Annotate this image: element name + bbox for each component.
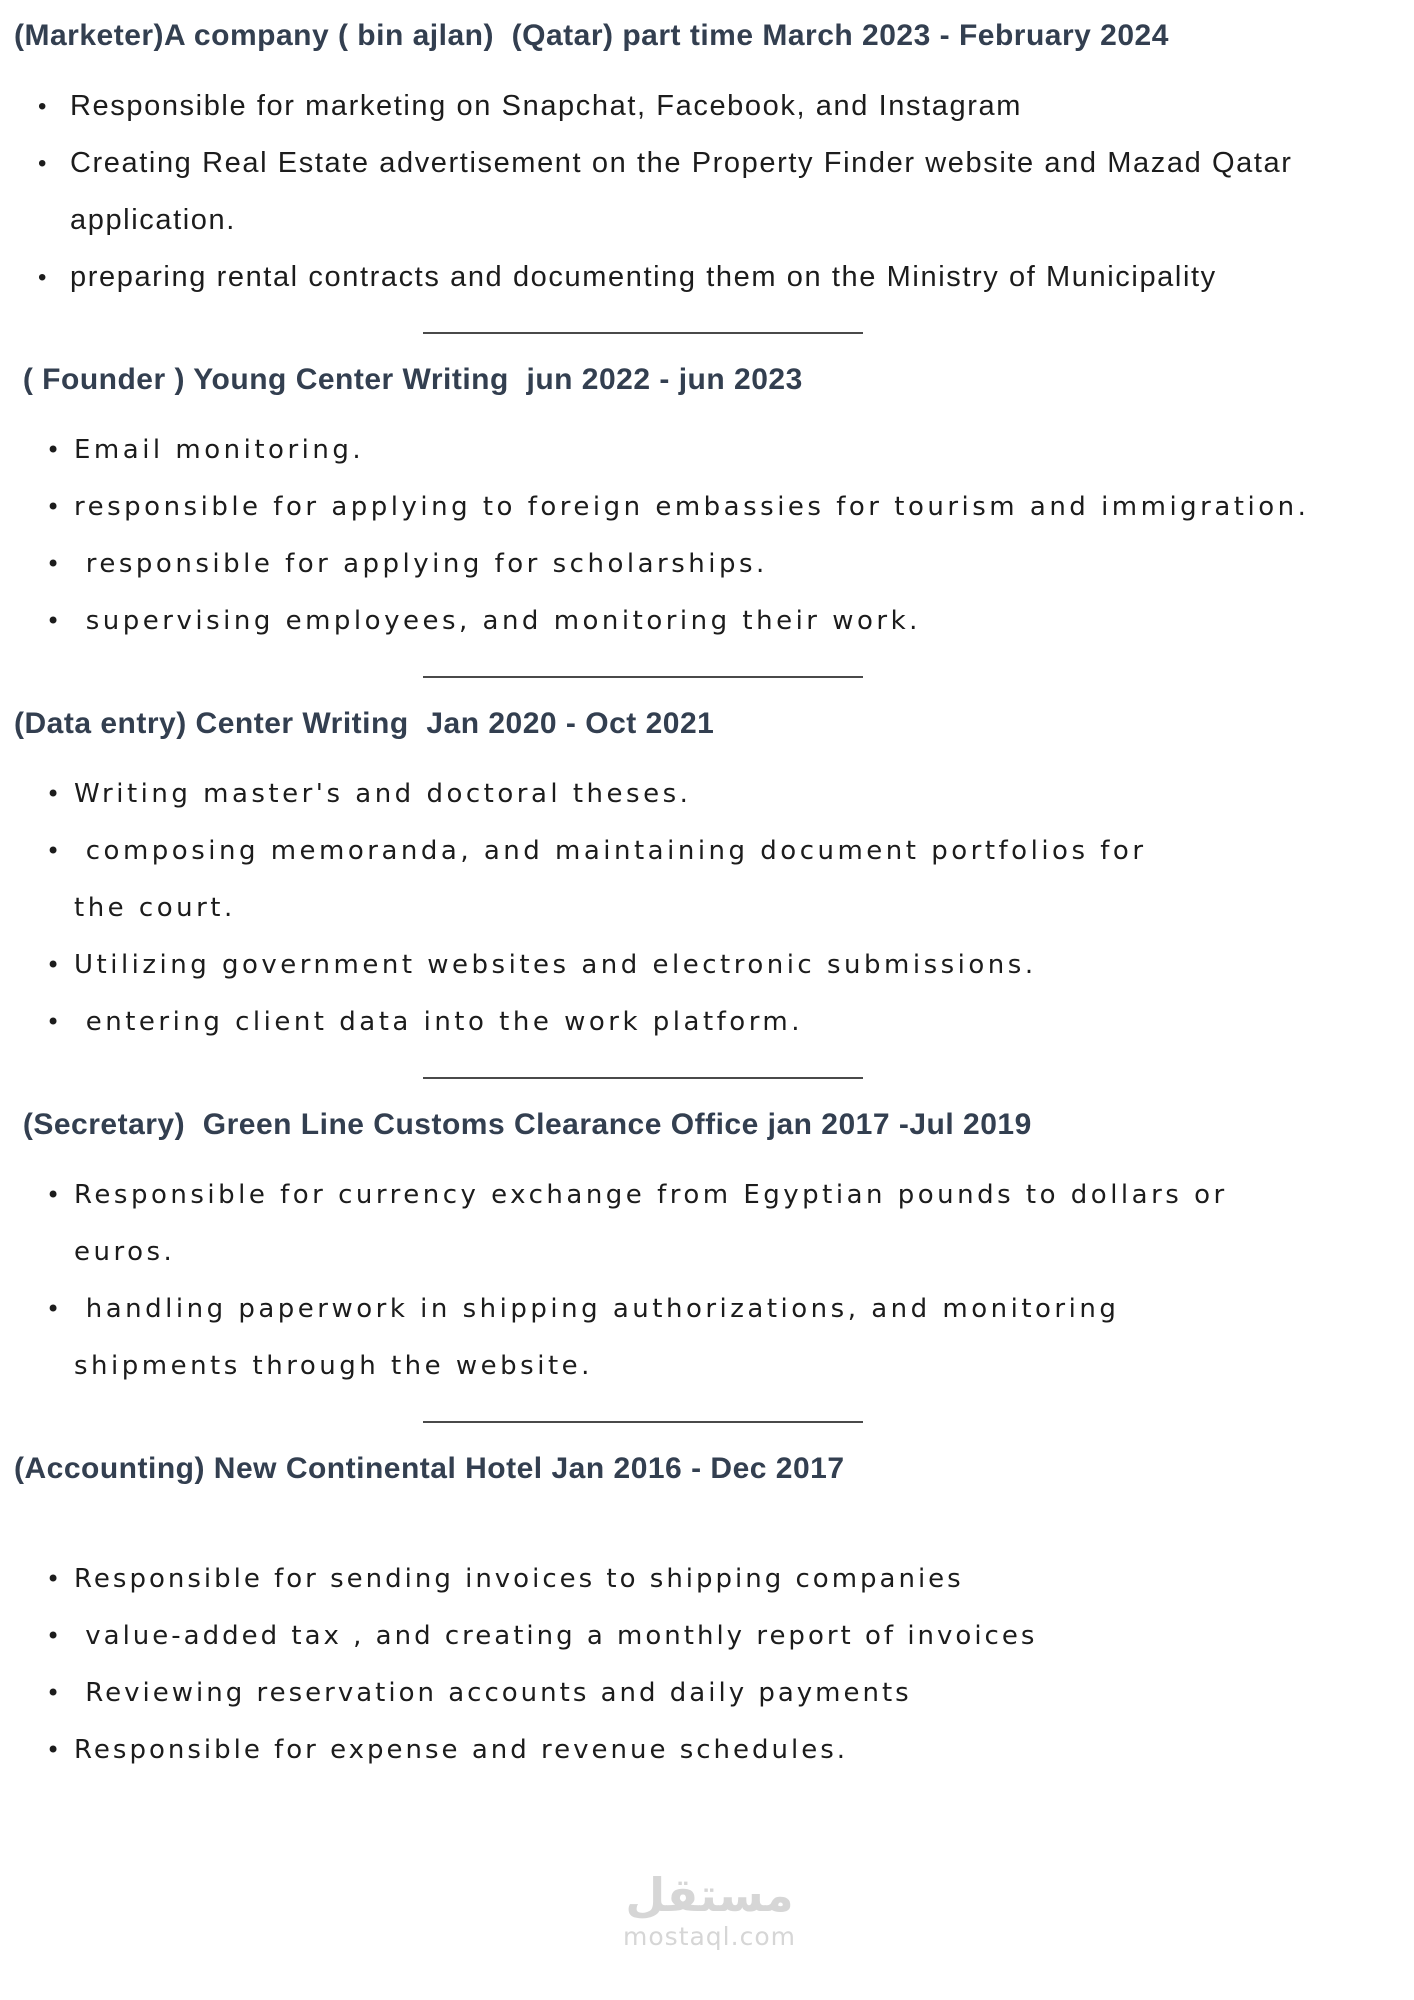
job-duty-text: Responsible for sending invoices to shipping companies xyxy=(74,1564,964,1594)
job-duty-item xyxy=(38,78,1340,135)
job-duty-text: responsible for applying to foreign embassies for tourism and immigration. xyxy=(74,492,1310,522)
bullet-icon: • xyxy=(38,93,49,120)
job-title: (Data entry) Center Writing Jan 2020 - Oct 2021 xyxy=(14,707,715,740)
job-duty-item xyxy=(46,766,1204,823)
job-duty-item xyxy=(46,823,1204,937)
job-duty-item xyxy=(46,1551,1084,1608)
job-duty-text: handling paperwork in shipping authorizations, and monitoring shipments through the website. xyxy=(74,1294,1132,1381)
bullet-icon: • xyxy=(38,150,49,177)
job-title: (Accounting) New Continental Hotel Jan 2016 - Dec 2017 xyxy=(14,1452,845,1485)
bullet-icon: • xyxy=(46,780,64,808)
bullet-icon: • xyxy=(46,607,64,635)
job-duty-item xyxy=(46,1281,1294,1395)
job-duty-text: Writing master's and doctoral theses. xyxy=(74,779,692,809)
bullet-icon: • xyxy=(46,493,64,521)
job-duty-item xyxy=(46,1608,1084,1665)
job-duties xyxy=(14,1167,1364,1395)
bullet-icon: • xyxy=(46,1679,64,1707)
bullet-icon: • xyxy=(46,1736,64,1764)
job-duties xyxy=(14,766,1364,1051)
section-divider xyxy=(423,676,863,678)
job-title: (Secretary) Green Line Customs Clearance Office jan 2017 -Jul 2019 xyxy=(14,1108,1032,1141)
bullet-icon: • xyxy=(46,1181,64,1209)
job-duty-item xyxy=(46,1167,1294,1281)
bullet-icon: • xyxy=(38,264,49,291)
job-duties xyxy=(14,78,1364,306)
job-duty-text: Utilizing government websites and electronic submissions. xyxy=(74,950,1037,980)
mostaql-domain-text: mostaql.com xyxy=(623,1922,796,1951)
job-duty-text: Reviewing reservation accounts and daily payments xyxy=(74,1678,912,1708)
job-duty-item xyxy=(38,135,1340,249)
mostaql-logo: مستقل xyxy=(625,1868,794,1922)
job-duty-text: Responsible for marketing on Snapchat, Facebook, and Instagram xyxy=(70,90,1022,122)
job-duty-item xyxy=(46,937,1204,994)
job-duty-text: supervising employees, and monitoring their work. xyxy=(74,606,921,636)
job-duty-text: Responsible for expense and revenue schedules. xyxy=(74,1735,849,1765)
section-divider xyxy=(423,1421,863,1423)
mostaql-watermark xyxy=(612,1868,807,1952)
bullet-icon: • xyxy=(46,837,64,865)
bullet-icon: • xyxy=(46,1622,64,1650)
job-duty-item xyxy=(46,1722,1084,1779)
job-duties xyxy=(14,422,1364,650)
job-duty-item xyxy=(46,479,1314,536)
job-duty-text: Creating Real Estate advertisement on the Property Finder website and Mazad Qatar application. xyxy=(70,147,1303,236)
job-duty-item xyxy=(38,249,1340,306)
job-duties xyxy=(14,1551,1364,1779)
job-entry xyxy=(14,1449,1364,1779)
job-duty-text: value-added tax , and creating a monthly report of invoices xyxy=(74,1621,1038,1651)
job-duty-text: Responsible for currency exchange from Egyptian pounds to dollars or euros. xyxy=(74,1180,1240,1267)
job-duty-text: composing memoranda, and maintaining document portfolios for the court. xyxy=(74,836,1159,923)
bullet-icon: • xyxy=(46,436,64,464)
job-duty-item xyxy=(46,994,1204,1051)
job-entry xyxy=(14,360,1364,650)
bullet-icon: • xyxy=(46,1565,64,1593)
job-title: (Marketer)A company ( bin ajlan) (Qatar) part time March 2023 - February 2024 xyxy=(14,19,1169,52)
bullet-icon: • xyxy=(46,951,64,979)
job-duty-item xyxy=(46,1665,1084,1722)
job-duty-text: preparing rental contracts and documenting them on the Ministry of Municipality xyxy=(70,261,1217,293)
bullet-icon: • xyxy=(46,1008,64,1036)
job-entry xyxy=(14,1105,1364,1395)
bullet-icon: • xyxy=(46,550,64,578)
job-duty-text: entering client data into the work platform. xyxy=(74,1007,804,1037)
job-entry xyxy=(14,16,1364,306)
job-duty-item xyxy=(46,536,1314,593)
section-divider xyxy=(423,1077,863,1079)
job-duty-text: responsible for applying for scholarships. xyxy=(74,549,768,579)
job-duty-item xyxy=(46,422,1314,479)
section-divider xyxy=(423,332,863,334)
bullet-icon: • xyxy=(46,1295,64,1323)
job-duty-item xyxy=(46,593,1314,650)
job-duty-text: Email monitoring. xyxy=(74,435,365,465)
job-title: ( Founder ) Young Center Writing jun 2022 - jun 2023 xyxy=(14,363,803,396)
job-entry xyxy=(14,704,1364,1051)
